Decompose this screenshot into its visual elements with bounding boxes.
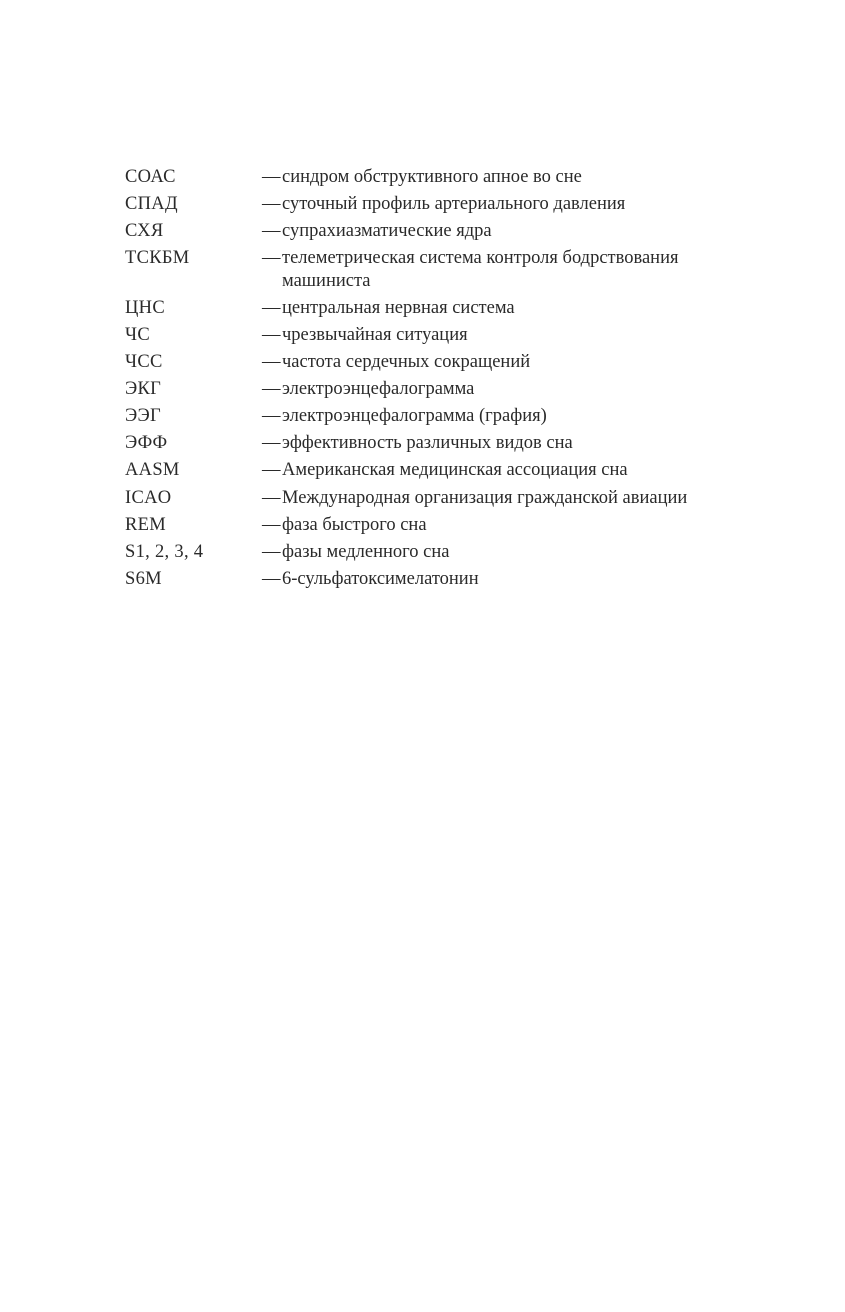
definition-line: эффективность различных видов сна	[282, 433, 573, 454]
abbreviation-definition	[282, 166, 805, 189]
abbreviation-definition	[282, 351, 805, 374]
definition-line: супрахиазматические ядра	[282, 221, 492, 242]
dash-separator: —	[262, 324, 281, 345]
abbreviation-term: СОАС	[125, 167, 176, 187]
abbreviation-term: СХЯ	[125, 221, 164, 242]
definition-line: телеметрическая система контроля бодрствования	[282, 248, 679, 269]
abbreviation-entry	[125, 166, 805, 189]
abbreviation-entry	[125, 568, 805, 591]
abbreviation-definition	[282, 220, 805, 243]
abbreviation-definition	[282, 247, 805, 292]
abbreviation-entry	[125, 541, 805, 564]
abbreviation-entry	[125, 220, 805, 243]
abbreviation-entry	[125, 514, 805, 537]
definition-line: Международная организация гражданской авиации	[282, 487, 688, 508]
abbreviation-definition	[282, 541, 805, 564]
definition-line: 6-сульфатоксимелатонин	[282, 568, 479, 589]
abbreviation-term: ЧСС	[125, 352, 163, 373]
abbreviation-definition	[282, 193, 805, 216]
abbreviation-term: ЭКГ	[125, 379, 162, 400]
abbreviation-entry	[125, 247, 805, 292]
abbreviation-entry	[125, 432, 805, 455]
abbreviation-term: ЭЭГ	[125, 406, 162, 427]
dash-separator: —	[262, 379, 281, 400]
dash-separator: —	[262, 433, 281, 454]
abbreviation-term: ЭФФ	[125, 433, 168, 454]
abbreviation-definition	[282, 297, 805, 320]
abbreviation-definition	[282, 487, 805, 510]
abbreviation-definition	[282, 405, 805, 428]
dash-separator: —	[262, 194, 281, 215]
definition-line: Американская медицинская ассоциация сна	[282, 460, 628, 481]
definition-line: частота сердечных сокращений	[282, 352, 531, 373]
abbreviation-term: ЧС	[125, 324, 150, 345]
abbreviation-term: ТСКБМ	[125, 248, 190, 269]
abbreviation-term: ICAO	[125, 487, 172, 508]
dash-separator: —	[262, 406, 281, 427]
abbreviation-term: S1, 2, 3, 4	[125, 541, 204, 562]
abbreviation-term: S6M	[125, 568, 162, 589]
abbreviation-definition	[282, 324, 805, 347]
abbreviation-entry	[125, 405, 805, 428]
dash-separator: —	[262, 514, 281, 535]
dash-separator: —	[262, 167, 281, 187]
abbreviations-list	[125, 166, 805, 595]
abbreviation-definition	[282, 568, 805, 591]
abbreviation-entry	[125, 297, 805, 320]
abbreviation-term: СПАД	[125, 194, 178, 215]
abbreviation-term: ЦНС	[125, 297, 165, 318]
abbreviation-definition	[282, 514, 805, 537]
definition-line: фаза быстрого сна	[282, 514, 427, 535]
definition-line: машиниста	[282, 270, 371, 291]
dash-separator: —	[262, 352, 281, 373]
definition-line: фазы медленного сна	[282, 541, 450, 562]
dash-separator: —	[262, 487, 281, 508]
abbreviation-entry	[125, 487, 805, 510]
abbreviation-definition	[282, 432, 805, 455]
dash-separator: —	[262, 541, 281, 562]
definition-line: чрезвычайная ситуация	[282, 324, 468, 345]
definition-line: центральная нервная система	[282, 297, 515, 318]
abbreviation-entry	[125, 193, 805, 216]
abbreviation-entry	[125, 378, 805, 401]
definition-line: электроэнцефалограмма	[282, 379, 475, 400]
definition-line: суточный профиль артериального давления	[282, 194, 626, 215]
abbreviation-term: REM	[125, 514, 166, 535]
dash-separator: —	[262, 248, 281, 269]
dash-separator: —	[262, 297, 281, 318]
abbreviation-entry	[125, 459, 805, 482]
abbreviation-term: AASM	[125, 460, 180, 481]
abbreviation-entry	[125, 351, 805, 374]
dash-separator: —	[262, 460, 281, 481]
dash-separator: —	[262, 221, 281, 242]
abbreviation-definition	[282, 459, 805, 482]
definition-line: электроэнцефалограмма (графия)	[282, 406, 547, 427]
dash-separator: —	[262, 568, 281, 589]
abbreviation-definition	[282, 378, 805, 401]
definition-line: синдром обструктивного апное во сне	[282, 167, 582, 187]
abbreviation-entry	[125, 324, 805, 347]
